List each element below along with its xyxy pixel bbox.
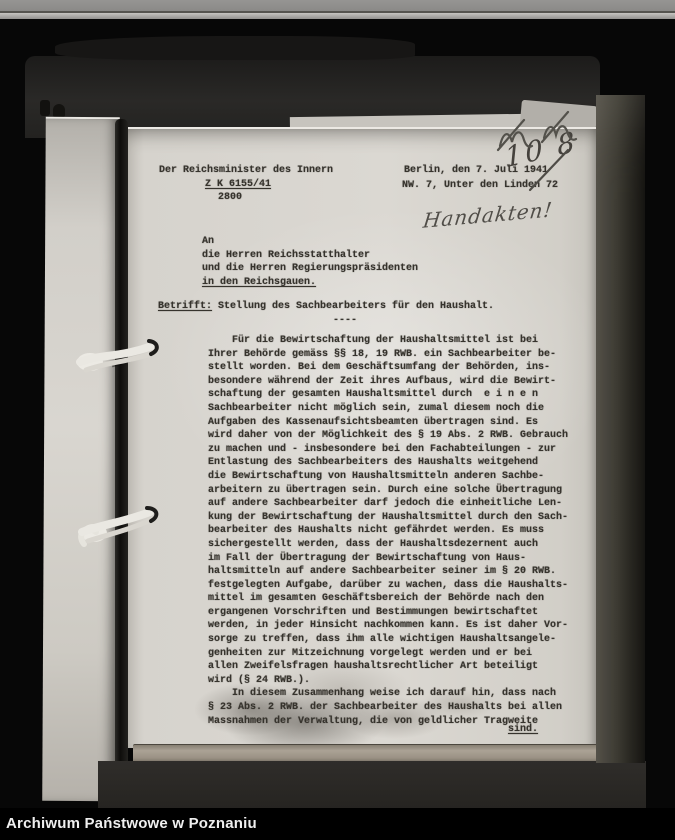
subject-label: Betrifft: xyxy=(158,301,213,312)
typed-line: festgelegten Aufgabe, darüber zu wachen, dass die Haushalts- xyxy=(208,579,569,591)
upside-down-print-mark xyxy=(40,100,50,116)
watermark-bar xyxy=(0,808,675,840)
dateline: Berlin, den 7. Juli 1941 xyxy=(404,165,549,176)
typed-line: stellt worden. Bei dem Geschäftsumfang der Behörden, ins- xyxy=(208,362,551,374)
photo-frame-top xyxy=(0,0,675,13)
typed-line: genheiten zur Mitzeichnung vorgelegt werden und er bei xyxy=(208,647,533,659)
book-spine-shadow xyxy=(596,95,645,763)
subject-divider: ---- xyxy=(333,315,358,326)
typed-line: wird (§ 24 RWB.). xyxy=(208,674,311,686)
typed-line: in den Reichsgauen. xyxy=(202,276,317,288)
catchword: sind. xyxy=(508,724,539,735)
typed-line: besondere während der Zeit ihres Aufbaus, wird die Bewirt- xyxy=(208,375,557,387)
handwritten-note: Handakten! xyxy=(421,197,555,233)
typed-line: Aufgaben des Kassenaufsichtsbeamten übertragen sind. Es xyxy=(208,416,539,428)
typed-line: Für die Bewirtschaftung der Haushaltsmittel ist bei xyxy=(208,335,539,346)
typed-line: kung der Bewirtschaftung der Haushaltsmittel durch den Sach- xyxy=(208,511,569,523)
typed-line: die Herren Reichsstatthalter xyxy=(202,249,371,261)
typed-line: sorge zu treffen, dass ihm alle wichtigen Haushaltsangele- xyxy=(208,634,557,646)
typed-line: allen Zweifelsfragen haushaltsrechtlicher Art beteiligt xyxy=(208,661,539,673)
typed-line: wird daher von der Möglichkeit des § 19 Abs. 2 RWB. Gebrauch xyxy=(208,430,569,442)
torn-paper-shadow xyxy=(55,36,415,60)
letter-page xyxy=(128,124,597,748)
sender-reference: Z K 6155/41 xyxy=(205,179,272,190)
photo-frame-highlight xyxy=(0,13,675,19)
upside-down-print-mark xyxy=(53,104,65,117)
previous-page-edge xyxy=(42,117,120,801)
typed-line: In diesem Zusammenhang weise ich darauf hin, dass nach xyxy=(208,688,557,700)
recipient-block xyxy=(202,235,418,289)
typed-line: Sachbearbeiter nicht möglich sein, zumal diesem noch die xyxy=(208,402,545,414)
typed-line: haltsmitteln auf andere Sachbearbeiter seiner im § 20 RWB. xyxy=(208,566,557,578)
typed-line: und die Herren Regierungspräsidenten xyxy=(202,263,419,275)
typed-line: ergangenen Vorschriften und Bestimmungen bewirtschaftet xyxy=(208,606,539,618)
typed-line: § 23 Abs. 2 RWB. der Sachbearbeiter des Haushalts bei allen xyxy=(208,702,563,714)
subject-text: Stellung des Sachbearbeiters für den Haushalt. xyxy=(212,301,495,312)
sender-address: NW. 7, Unter den Linden 72 xyxy=(402,180,559,191)
table-shadow xyxy=(98,761,646,809)
typed-line: werden, in jeder Hinsicht nachkommen kann. Es ist daher Vor- xyxy=(208,620,569,632)
letter-body xyxy=(208,334,580,728)
archive-watermark: Archiwum Państwowe w Poznaniu xyxy=(6,815,257,832)
typed-line: die Bewirtschaftung von Haushaltsmitteln anderen Sachbe- xyxy=(208,470,545,482)
handwritten-page-number: 10 8 xyxy=(503,124,579,175)
typed-line: schaftung der gesamten Haushaltsmittel durch e i n e n xyxy=(208,389,539,401)
typed-line: mittel im gesamten Geschäftsbereich der Behörde nach den xyxy=(208,593,545,605)
typed-line: Entlastung des Sachbearbeiters des Haushalts weitgehend xyxy=(208,457,539,469)
typed-line: arbeitern zu übertragen sein. Durch eine solche Übertragung xyxy=(208,484,563,496)
typed-line: Ihrer Behörde gemäss §§ 18, 19 RWB. ein Sachbearbeiter be- xyxy=(208,348,557,360)
sender-reference-2: 2800 xyxy=(218,192,243,203)
typed-line: An xyxy=(202,236,215,247)
typed-line: auf andere Sachbearbeiter darf jedoch die einheitliche Len- xyxy=(208,498,563,510)
sender-name: Der Reichsminister des Innern xyxy=(159,165,334,176)
typed-line: im Fall der Übertragung der Bewirtschaftung von Haus- xyxy=(208,552,527,564)
subject-line xyxy=(158,300,494,314)
binding-gutter xyxy=(115,119,128,781)
typed-line: bearbeiter des Haushalts nicht gefährdet werden. Es muss xyxy=(208,525,545,537)
typed-line: Massnahmen der Verwaltung, die von geldlicher Tragweite xyxy=(208,715,539,727)
typed-line: sichergestellt werden, dass der Haushaltsdezernent auch xyxy=(208,538,539,550)
typed-line: zu machen und - insbesondere bei den Fachabteilungen - zur xyxy=(208,443,557,455)
